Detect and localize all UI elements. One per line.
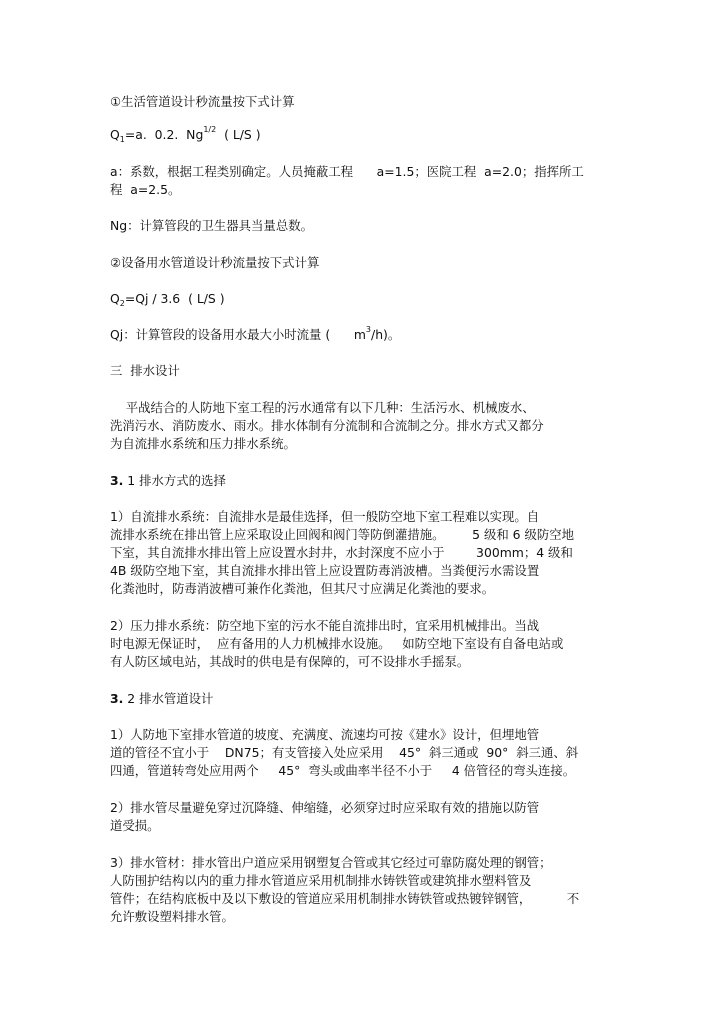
formula-q2 xyxy=(110,291,225,309)
paragraph-pressure-drainage-line-3: 有人防区域电站，其战时的供电是有保障的，可不设排水手摇泵。 xyxy=(110,654,470,669)
section-2-title: ②设备用水管道设计秒流量按下式计算 xyxy=(110,255,320,270)
paragraph-pipe-material-line-4: 允许敷设塑料排水管。 xyxy=(110,909,234,924)
paragraph-coefficient-a-line-2: 程 a=2.5。 xyxy=(110,182,181,197)
heading-3-2-text: 2 排水管道设计 xyxy=(123,691,214,706)
paragraph-pipe-slope-line-1: 1）人防地下室排水管道的坡度、充满度、流速均可按《建水》设计，但埋地管 xyxy=(110,727,540,742)
paragraph-pipe-material-line-3: 管件；在结构底板中及以下敷设的管道应采用机制排水铸铁管或热镀锌钢管， 不 xyxy=(110,891,580,906)
paragraph-gravity-drainage-line-3: 下室，其自流排水排出管上应设置水封井，水封深度不应小于 300mm；4 级和 xyxy=(110,545,573,560)
formula-q1-subscript: 1 xyxy=(119,135,125,144)
paragraph-qj-text: Qj：计算管段的设备用水最大小时流量 ( m xyxy=(110,327,366,342)
paragraph-joint-crossing-line-1: 2）排水管尽量避免穿过沉降缝、伸缩缝，必须穿过时应采取有效的措施以防管 xyxy=(110,800,540,815)
paragraph-pipe-slope-line-2: 道的管径不宜小于 DN75；有支管接入处应采用 45° 斜三通或 90° 斜三通、斜 xyxy=(110,745,579,760)
formula-q1 xyxy=(110,127,261,145)
heading-3-2-number: 3. xyxy=(110,691,124,706)
paragraph-intro-line-2: 洗消污水、消防废水、雨水。排水体制有分流制和合流制之分。排水方式又都分 xyxy=(110,418,544,433)
formula-q2-symbol: Q xyxy=(110,291,120,306)
section-3-title: 三 排水设计 xyxy=(110,363,180,378)
paragraph-pressure-drainage-line-1: 2）压力排水系统：防空地下室的污水不能自流排出时，宜采用机械排出。当战 xyxy=(110,618,540,633)
paragraph-gravity-drainage-line-1: 1）自流排水系统：自流排水是最佳选择，但一般防空地下室工程难以实现。自 xyxy=(110,509,540,524)
heading-3-2 xyxy=(110,691,213,707)
paragraph-qj-exponent: 3 xyxy=(365,325,372,334)
paragraph-ng: Ng：计算管段的卫生器具当量总数。 xyxy=(110,218,313,233)
paragraph-pipe-material-line-2: 人防围护结构以内的重力排水管道应采用机制排水铸铁管或建筑排水塑料管及 xyxy=(110,873,532,888)
paragraph-joint-crossing-line-2: 道受损。 xyxy=(110,818,160,833)
heading-3-1 xyxy=(110,473,226,489)
paragraph-qj-unit: /h)。 xyxy=(371,327,401,342)
paragraph-qj xyxy=(110,327,400,345)
formula-q2-body: =Qj / 3.6 ( L/S ) xyxy=(124,291,225,306)
section-1-title: ①生活管道设计秒流量按下式计算 xyxy=(110,94,295,109)
formula-q1-exponent: 1/2 xyxy=(203,125,217,134)
heading-3-1-text: 1 排水方式的选择 xyxy=(123,473,226,488)
paragraph-gravity-drainage-line-5: 化粪池时，防毒消波槽可兼作化粪池，但其尺寸应满足化粪池的要求。 xyxy=(110,581,495,596)
heading-3-1-number: 3. xyxy=(110,473,124,488)
formula-q1-unit: ( L/S ) xyxy=(216,127,261,142)
paragraph-pipe-slope-line-3: 四通，管道转弯处应用两个 45° 弯头或曲率半径不小于 4 倍管径的弯头连接。 xyxy=(110,763,576,778)
paragraph-gravity-drainage-line-2: 流排水系统在排出管上应采取设止回阀和阀门等防倒灌措施。 5 级和 6 级防空地 xyxy=(110,527,575,542)
paragraph-coefficient-a-line-1: a：系数，根据工程类别确定。人员掩蔽工程 a=1.5；医院工程 a=2.0；指挥所工 xyxy=(110,164,584,179)
paragraph-pipe-material-line-1: 3）排水管材：排水管出户道应采用钢塑复合管或其它经过可靠防腐处理的钢管； xyxy=(110,855,552,870)
formula-q1-symbol: Q xyxy=(110,127,120,142)
formula-q2-subscript: 2 xyxy=(119,299,125,308)
paragraph-pressure-drainage-line-2: 时电源无保证时， 应有备用的人力机械排水设施。 如防空地下室设有自备电站或 xyxy=(110,636,564,651)
paragraph-gravity-drainage-line-4: 4B 级防空地下室，其自流排水排出管上应设置防毒消波槽。当粪便污水需设置 xyxy=(110,563,540,578)
paragraph-intro-line-3: 为自流排水系统和压力排水系统。 xyxy=(110,436,296,451)
paragraph-intro-line-1: 平战结合的人防地下室工程的污水通常有以下几种：生活污水、机械废水、 xyxy=(110,400,535,415)
formula-q1-body: =a. 0.2. Ng xyxy=(124,127,204,142)
